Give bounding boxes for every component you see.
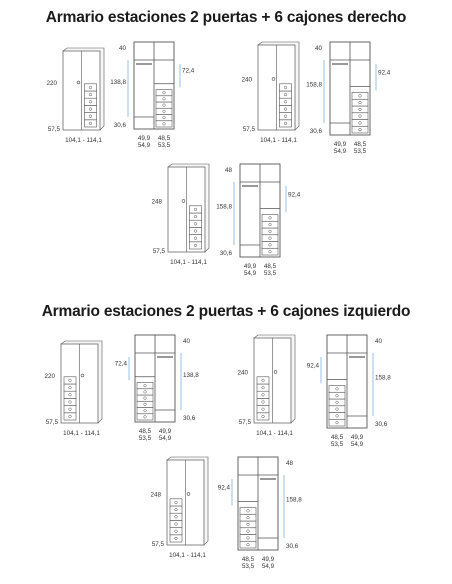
unit-1-2 [150, 457, 302, 570]
top-label: 40 [183, 338, 191, 345]
drawer-front [190, 220, 202, 227]
interior-width-left-a: 49,9 [137, 135, 151, 142]
height-label: 240 [241, 76, 252, 84]
drawer-front [64, 384, 76, 391]
drawer-front [352, 113, 368, 120]
interior-width-right-a: 49,9 [350, 434, 364, 441]
drawer-front [190, 206, 202, 213]
drawer-front [156, 96, 172, 102]
drawer-front [240, 521, 256, 528]
drawer-front [137, 395, 153, 401]
drawer-front [240, 514, 256, 521]
depth-label: 57,5 [152, 248, 165, 255]
interior-width-right-a: 48,5 [157, 135, 171, 142]
height-label: 240 [237, 369, 248, 377]
drawer-front [170, 520, 182, 527]
drawer-front [329, 413, 345, 420]
interior-width-right-b: 53,5 [353, 148, 367, 155]
interior-width-left-a: 48,5 [138, 428, 152, 435]
drawer-front [280, 98, 292, 105]
top-label: 40 [314, 45, 322, 52]
drawer-front [257, 398, 269, 405]
drawer-front [329, 386, 345, 393]
drawer-front [280, 113, 292, 120]
height-label: 248 [150, 491, 161, 499]
drawer-front [329, 392, 345, 399]
drawer-front [240, 535, 256, 542]
interior-width-left-b: 54,9 [137, 142, 151, 149]
interior-width-right-b: 53,5 [157, 142, 171, 149]
rail-zone-label: 72,4 [114, 360, 127, 368]
top-label: 48 [286, 460, 294, 467]
drawer-front [64, 377, 76, 384]
height-label: 220 [46, 79, 57, 87]
drawer-front [85, 91, 97, 98]
interior-label: 138,8 [183, 371, 199, 379]
interior-width-right-a: 48,5 [353, 141, 367, 148]
drawer-front [190, 227, 202, 234]
interior-width-left-b: 53,5 [241, 563, 255, 570]
interior-width-left-b: 53,5 [330, 441, 344, 448]
interior-width-right-b: 53,5 [263, 270, 277, 277]
width-label: 104,1 - 114,1 [256, 430, 293, 437]
rail-zone-label: 92,4 [288, 191, 301, 199]
drawer-front [137, 383, 153, 389]
drawer-front [329, 406, 345, 413]
drawer-front [262, 248, 278, 255]
drawer-front [329, 399, 345, 406]
drawer-front [156, 108, 172, 114]
drawer-front [85, 120, 97, 127]
drawer-front [64, 413, 76, 420]
drawer-front [262, 235, 278, 242]
interior-width-left-b: 54,9 [243, 270, 257, 277]
interior-width-left-a: 49,9 [243, 263, 257, 270]
drawer-front [329, 419, 345, 426]
lower-label: 30,6 [286, 543, 299, 550]
lower-label: 30,6 [309, 128, 322, 135]
lower-label: 30,6 [113, 122, 126, 129]
height-label: 220 [44, 372, 55, 380]
drawer-front [64, 406, 76, 413]
section-title-left: Armario estaciones 2 puertas + 6 cajones izquierdo [41, 303, 411, 320]
drawer-front [352, 93, 368, 100]
drawer-front [262, 242, 278, 249]
interior-width-left-b: 53,5 [138, 435, 152, 442]
drawer-front [280, 91, 292, 98]
drawer-front [262, 221, 278, 228]
drawer-front [137, 414, 153, 420]
drawer-front [85, 84, 97, 91]
drawer-front [85, 113, 97, 120]
drawer-front [170, 535, 182, 542]
lower-label: 30,6 [375, 421, 388, 428]
interior-width-right-a: 48,5 [263, 263, 277, 270]
depth-label: 57,5 [242, 126, 255, 133]
drawer-front [85, 98, 97, 105]
drawer-front [156, 90, 172, 96]
top-label: 40 [118, 45, 126, 52]
drawer-front [352, 126, 368, 133]
drawer-front [240, 508, 256, 515]
drawer-front [190, 235, 202, 242]
unit-0-1 [241, 42, 390, 155]
drawer-front [85, 105, 97, 112]
interior-width-left-b: 54,9 [333, 148, 347, 155]
width-label: 104,1 - 114,1 [169, 552, 206, 559]
drawer-front [257, 413, 269, 420]
drawer-front [170, 528, 182, 535]
section-title-right: Armario estaciones 2 puertas + 6 cajones derecho [45, 9, 407, 26]
drawer-front [352, 99, 368, 106]
drawer-front [280, 84, 292, 91]
drawer-front [156, 121, 172, 127]
lower-label: 30,6 [183, 415, 196, 422]
depth-label: 57,5 [45, 419, 58, 426]
interior-label: 138,8 [110, 78, 126, 86]
rail-zone-label: 92,4 [217, 484, 230, 492]
rail-zone-label: 92,4 [306, 362, 319, 370]
drawer-front [257, 377, 269, 384]
drawer-front [240, 541, 256, 548]
drawer-front [257, 384, 269, 391]
drawer-front [352, 120, 368, 127]
rail-zone-label: 72,4 [182, 67, 195, 75]
rail-zone-label: 92,4 [378, 69, 391, 77]
drawer-front [137, 408, 153, 414]
width-label: 104,1 - 114,1 [260, 137, 297, 144]
lower-label: 30,6 [219, 250, 232, 257]
width-label: 104,1 - 114,1 [63, 430, 100, 437]
interior-width-left-a: 49,9 [333, 141, 347, 148]
height-label: 248 [151, 198, 162, 206]
drawer-front [262, 215, 278, 222]
unit-0-0 [46, 42, 194, 149]
drawer-front [257, 391, 269, 398]
drawer-front [156, 115, 172, 121]
drawer-front [190, 242, 202, 249]
top-label: 48 [224, 167, 232, 174]
interior-width-right-b: 54,9 [261, 563, 275, 570]
drawer-front [64, 391, 76, 398]
drawer-front [170, 506, 182, 513]
drawer-front [137, 389, 153, 395]
depth-label: 57,5 [151, 541, 164, 548]
width-label: 104,1 - 114,1 [65, 137, 102, 144]
unit-1-0 [44, 335, 199, 442]
interior-label: 158,8 [306, 81, 322, 89]
unit-1-1 [237, 335, 391, 448]
interior-label: 158,8 [375, 374, 391, 382]
top-label: 40 [375, 338, 383, 345]
drawer-front [137, 401, 153, 407]
interior-label: 158,8 [216, 203, 232, 211]
interior-width-right-b: 54,9 [350, 441, 364, 448]
drawer-front [170, 499, 182, 506]
drawer-front [352, 106, 368, 113]
drawer-front [64, 398, 76, 405]
interior-width-left-a: 48,5 [330, 434, 344, 441]
width-label: 104,1 - 114,1 [170, 259, 207, 266]
drawer-front [190, 213, 202, 220]
depth-label: 57,5 [238, 419, 251, 426]
depth-label: 57,5 [47, 126, 60, 133]
drawer-front [262, 228, 278, 235]
interior-width-right-b: 54,9 [158, 435, 172, 442]
interior-width-right-a: 49,9 [158, 428, 172, 435]
interior-label: 158,8 [286, 496, 302, 504]
unit-0-2 [151, 164, 300, 277]
drawer-front [280, 120, 292, 127]
drawer-front [257, 406, 269, 413]
drawer-front [240, 528, 256, 535]
interior-width-right-a: 49,9 [261, 556, 275, 563]
drawer-front [170, 513, 182, 520]
drawer-front [280, 105, 292, 112]
interior-width-left-a: 48,5 [241, 556, 255, 563]
drawer-front [156, 102, 172, 108]
